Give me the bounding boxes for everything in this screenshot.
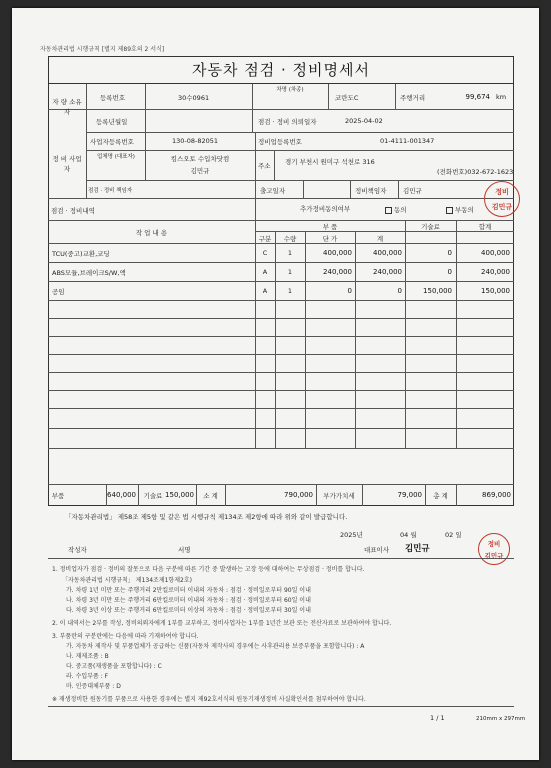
vat-value: 79,000 (397, 491, 422, 499)
grand-total-label: 총 계 (433, 492, 448, 500)
note-1: 1. 정비업자가 점검 · 정비의 잘못으로 다음 구분에 따른 기간 중 발생하는 고장 등에 대하여는 무상점검 · 정비를 합니다. (52, 566, 365, 573)
item-qty: 1 (287, 249, 293, 257)
item-amount: 400,000 (373, 249, 402, 257)
address-label: 주소 (258, 162, 271, 170)
mileage-value: 99,674 (465, 93, 490, 101)
phone-value: (전화번호)032-672-1623 (437, 168, 514, 176)
work-items-header: 작 업 내 용 (135, 229, 168, 237)
mechanic-label: 정비책임자 (355, 187, 387, 195)
certification-statement: 「자동차관리법」 제58조 제5항 및 같은 법 시행규칙 제134조 제2항에 따라 위와 같이 발급합니다. (65, 513, 348, 521)
item-name: ABS모듈,브레이크S/W,액 (52, 269, 126, 277)
document-title: 자동차 점검 · 정비명세서 (48, 56, 514, 84)
agree-option[interactable] (385, 205, 407, 214)
delivery-date-label: 출고일자 (260, 187, 286, 195)
col-unit-price-header: 단 가 (322, 235, 338, 243)
business-seal: 정비 김민규 (484, 181, 520, 217)
item-labor: 150,000 (423, 287, 452, 295)
item-name: 공임 (52, 288, 65, 296)
agree-checkbox[interactable] (385, 207, 392, 214)
item-type: C (262, 249, 268, 257)
reg-no-value: 30수0961 (178, 94, 210, 102)
item-qty: 1 (287, 268, 293, 276)
item-labor: 0 (447, 268, 452, 276)
parts-header: 부 품 (322, 223, 338, 231)
note-3a: 가. 자동차 제작사 및 부품업체가 공급하는 신품(자동차 제작사의 경우에는 사후관리용 보증부품을 포함합니다) : A (66, 643, 365, 650)
note-3b: 나. 재제조품 : B (66, 653, 109, 660)
mileage-label: 주행거리 (400, 94, 426, 102)
work-content-label: 점검 · 정비내역 (51, 207, 95, 215)
note-3: 3. 부품란의 구분란에는 다음에 따라 기재하여야 합니다. (52, 633, 199, 640)
responsible-label: 점검 · 정비 책임자 (88, 188, 133, 194)
note-remark: ※ 재생정비한 원동기를 부품으로 사용한 경우에는 별지 제92호서식의 원동기재생정비 사실확인서를 첨부하여야 합니다. (52, 696, 366, 703)
mileage-unit: km (496, 93, 507, 101)
note-1-ref: 「자동차관리법 시행규칙」 제134조제1항제2호) (62, 577, 192, 584)
note-1a: 가. 차령 1년 미만 또는 주행거리 2만킬로미터 이내의 자동차 : 점검 · 정비일로부터 90일 이내 (66, 587, 311, 594)
request-date-label: 점검 · 정비 의뢰일자 (258, 118, 317, 126)
request-date-value: 2025-04-02 (345, 117, 383, 125)
rep-name: 김민규 (405, 544, 430, 554)
mechanic-value: 김민규 (403, 187, 422, 195)
grand-total-value: 869,000 (482, 491, 511, 499)
biz-no-label: 사업자등록번호 (90, 138, 134, 146)
reg-date-label: 등록년월일 (96, 118, 128, 126)
item-total: 400,000 (481, 249, 510, 257)
labor-header: 기술료 (421, 223, 440, 231)
owner-section-label: 자 량 소유자 (52, 98, 82, 116)
consent-label: 추가정비동의여부 (300, 205, 351, 213)
disagree-option[interactable] (446, 205, 474, 214)
shop-reg-label: 정비업등록번호 (258, 138, 302, 146)
col-qty-header: 수량 (283, 235, 297, 243)
disagree-label: 부동의 (455, 206, 474, 214)
cert-year: 2025년 (340, 531, 363, 539)
note-3d: 라. 수입부품 : F (66, 673, 109, 680)
labor-total-value: 150,000 (165, 491, 194, 499)
business-name-line1: 킴스오토 수입차닷컴 (170, 155, 230, 163)
business-section-label: 정 비 사업자 (52, 155, 82, 173)
parts-total-value: 640,000 (107, 491, 136, 499)
note-3c: 다. 중고품(재생품을 포함합니다) : C (66, 663, 162, 670)
item-name: TCU(중고)교환,코딩 (52, 250, 110, 258)
business-name-line2: 김민규 (190, 167, 210, 175)
cert-month: 04 월 (400, 531, 417, 539)
col-type-header: 구분 (258, 235, 272, 243)
writer-label: 작성자 (68, 546, 87, 554)
representative-seal: 정비 김민규 (478, 533, 510, 565)
item-unit-price: 400,000 (323, 249, 352, 257)
item-total: 240,000 (481, 268, 510, 276)
signature-label: 서명 (178, 546, 191, 554)
item-labor: 0 (447, 249, 452, 257)
item-type: A (262, 268, 268, 276)
shop-reg-value: 01-4111-001347 (380, 137, 435, 145)
item-unit-price: 0 (347, 287, 352, 295)
note-3e: 마. 인증대체부품 : D (66, 683, 121, 690)
labor-total-label: 기술료 (143, 492, 163, 500)
car-name-label: 차명 (차종) (276, 87, 304, 93)
note-2: 2. 이 내역서는 2부를 작성, 정비의뢰자에게 1부를 교부하고, 정비사업자는 1부를 1년간 보관 또는 전산자료로 보관하여야 합니다. (52, 620, 392, 627)
item-qty: 1 (287, 287, 293, 295)
note-1c: 다. 차령 3년 이상 또는 주행거리 6만킬로미터 이상의 자동차 : 점검 · 정비일로부터 30일 이내 (66, 607, 311, 614)
item-total: 150,000 (481, 287, 510, 295)
item-amount: 240,000 (373, 268, 402, 276)
address-value: 경기 부천시 원미구 석천로 316 (285, 158, 375, 166)
agree-label: 동의 (394, 206, 407, 214)
business-name-label: 업체명 (대표자) (97, 154, 135, 160)
subtotal-value: 790,000 (284, 491, 313, 499)
item-amount: 0 (397, 287, 402, 295)
car-name-value: 코란도C (335, 94, 359, 102)
total-header: 합계 (478, 223, 492, 231)
note-1b: 나. 차령 3년 미만 또는 주행거리 6만킬로미터 이내의 자동차 : 점검 · 정비일로부터 60일 이내 (66, 597, 311, 604)
paper-size: 210mm x 297mm (476, 716, 526, 722)
item-unit-price: 240,000 (323, 268, 352, 276)
rep-label: 대표이사 (364, 546, 390, 554)
subtotal-label: 소 계 (203, 492, 218, 500)
disagree-checkbox[interactable] (446, 207, 453, 214)
item-type: A (262, 287, 268, 295)
vat-label: 부가가치세 (323, 492, 355, 500)
cert-day: 02 일 (445, 531, 462, 539)
page-number: 1 / 1 (430, 714, 445, 722)
parts-total-label: 부품 (51, 492, 65, 500)
col-amount-header: 계 (376, 235, 384, 243)
biz-no-value: 130-08-82051 (172, 137, 219, 145)
reg-no-label: 등록번호 (100, 94, 126, 102)
form-code: 자동차관리법 시행규칙 [별지 제89호의 2 서식] (40, 46, 165, 53)
